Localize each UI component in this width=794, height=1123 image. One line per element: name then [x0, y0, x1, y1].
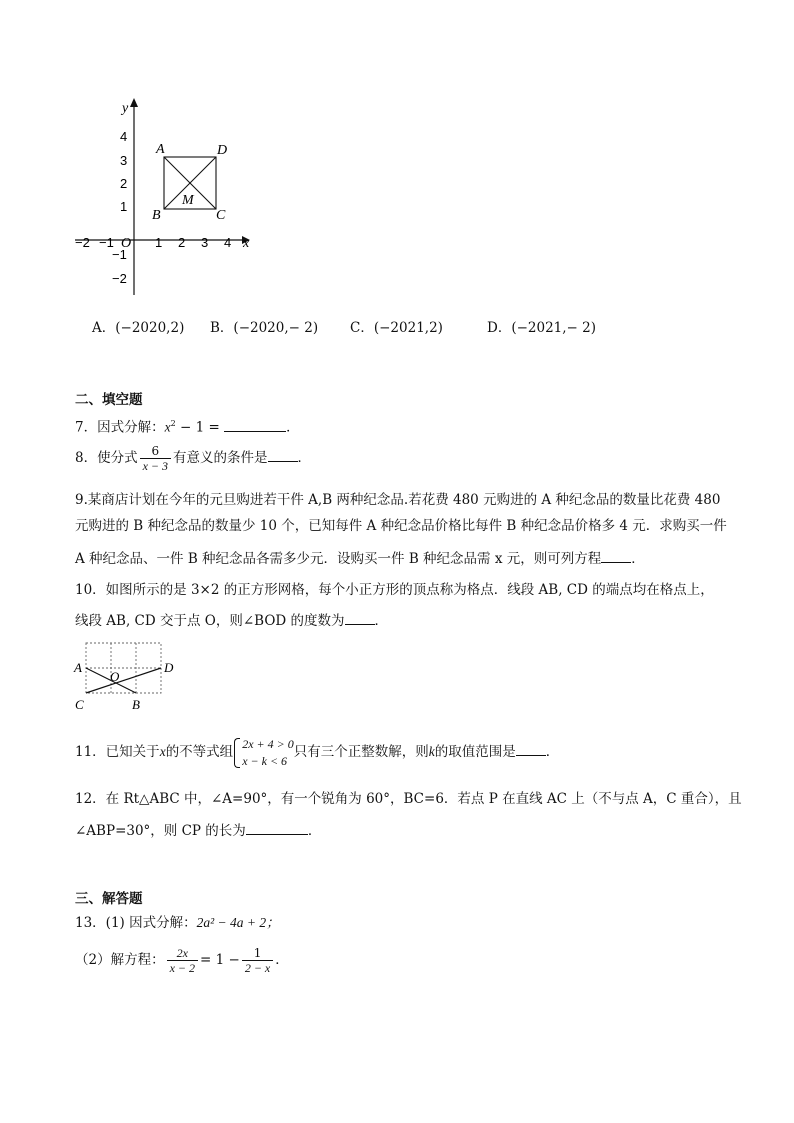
- point-b-label: B: [132, 697, 140, 712]
- fraction: $\frac{1}{2 - x}$: [242, 946, 273, 975]
- y-tick-label: 4: [120, 129, 128, 144]
- fraction: $\frac{6}{x - 3}$: [140, 444, 171, 473]
- question-12-line-1: 12．在 Rt△ABC 中，∠A=90°，有一个锐角为 60°，BC=6．若点 P 在直线 AC 上（不与点 A，C 重合），且: [75, 791, 742, 807]
- choice-letter: B．: [210, 320, 234, 336]
- x-axis-label: x: [243, 236, 250, 251]
- point-o-label: O: [110, 669, 120, 684]
- choice-value: (−2020,− 2): [233, 320, 319, 336]
- x-tick-label: −1: [99, 235, 114, 250]
- y-tick-label: 1: [120, 199, 128, 214]
- q6-choice-c[interactable]: [350, 316, 443, 336]
- grid-figure: [72, 638, 187, 718]
- segment-cd: [86, 668, 161, 693]
- x-tick-label: 3: [201, 235, 209, 250]
- y-tick-label: 2: [120, 176, 128, 191]
- answer-blank[interactable]: [601, 548, 631, 563]
- x-tick-label: 2: [178, 235, 186, 250]
- point-c-label: C: [216, 208, 226, 223]
- point-m-label: M: [182, 193, 194, 208]
- y-tick-label: −2: [112, 271, 127, 286]
- question-7: 7．因式分解：$x^2 - 1$ = ．: [75, 414, 300, 438]
- coordinate-graph: [70, 95, 270, 305]
- question-11: 11．已知关于x的不等式组 2x + 4 > 0 x − k < 6 只有三个正整数解，则k的取值范围是 ．: [75, 736, 560, 768]
- choice-value: (−2021,2): [373, 320, 443, 336]
- question-13-part-1: 13．(1) 因式分解：2a² − 4a + 2；: [75, 915, 280, 931]
- answer-blank[interactable]: [516, 741, 546, 756]
- question-12-line-2: ∠ABP=30°，则 CP 的长为 ．: [75, 820, 321, 841]
- point-c-label: C: [75, 697, 84, 712]
- question-13-part-2: （2）解方程： $\frac{2x}{x - 2}$ = 1 − $\frac{1}{2 - x}$ ．: [75, 946, 289, 975]
- y-axis-label: y: [122, 101, 129, 116]
- choice-letter: C．: [350, 320, 374, 336]
- choice-value: (−2021,− 2): [511, 320, 597, 336]
- section-heading-fill-blank: 二、填空题: [75, 392, 143, 408]
- question-9-line-3: A 种纪念品、一件 B 种纪念品各需多少元．设购买一件 B 种纪念品需 x 元，则可列方程 ．: [75, 548, 645, 569]
- x-tick-label: −2: [75, 235, 90, 250]
- choice-letter: A．: [92, 320, 116, 336]
- origin-label: O: [121, 236, 132, 251]
- point-a-label: A: [74, 660, 82, 675]
- question-9-line-2: 元购进的 B 种纪念品的数量少 10 个，已知每件 A 种纪念品价格比每件 B 种纪念品价格多 4 元．求购买一件: [75, 518, 727, 534]
- fraction: $\frac{2x}{x - 2}$: [167, 946, 198, 975]
- point-d-label: D: [217, 143, 228, 158]
- q6-choice-d[interactable]: [487, 316, 596, 336]
- y-axis-arrow: [130, 98, 138, 107]
- y-tick-label: 3: [120, 153, 128, 168]
- y-tick-label: −1: [112, 247, 127, 262]
- question-10-line-2: 线段 AB, CD 交于点 O，则∠BOD 的度数为 ．: [75, 610, 388, 631]
- choice-letter: D．: [487, 320, 512, 336]
- question-9-line-1: 9.某商店计划在今年的元旦购进若干件 A,B 两种纪念品.若花费 480 元购进的 A 种纪念品的数量比花费 480: [75, 492, 721, 508]
- q6-choice-b[interactable]: [210, 316, 318, 336]
- answer-blank[interactable]: [246, 820, 308, 835]
- point-b-label: B: [152, 208, 161, 223]
- answer-blank[interactable]: [268, 447, 298, 462]
- point-a-label: A: [156, 142, 165, 157]
- q6-choice-a[interactable]: [92, 316, 184, 336]
- point-d-label: D: [164, 660, 174, 675]
- question-10-line-1: 10．如图所示的是 3×2 的正方形网格，每个小正方形的顶点称为格点．线段 AB, CD 的端点均在格点上，: [75, 582, 714, 598]
- inequality-system: 2x + 4 > 0 x − k < 6: [233, 736, 294, 770]
- answer-blank[interactable]: [345, 610, 375, 625]
- section-heading-solve: 三、解答题: [75, 891, 143, 907]
- choice-value: (−2020,2): [115, 320, 185, 336]
- answer-blank[interactable]: [224, 417, 286, 432]
- x-tick-label: 1: [155, 235, 163, 250]
- question-8: 8．使分式 $\frac{6}{x - 3}$ 有意义的条件是 ．: [75, 444, 312, 473]
- x-tick-label: 4: [224, 235, 232, 250]
